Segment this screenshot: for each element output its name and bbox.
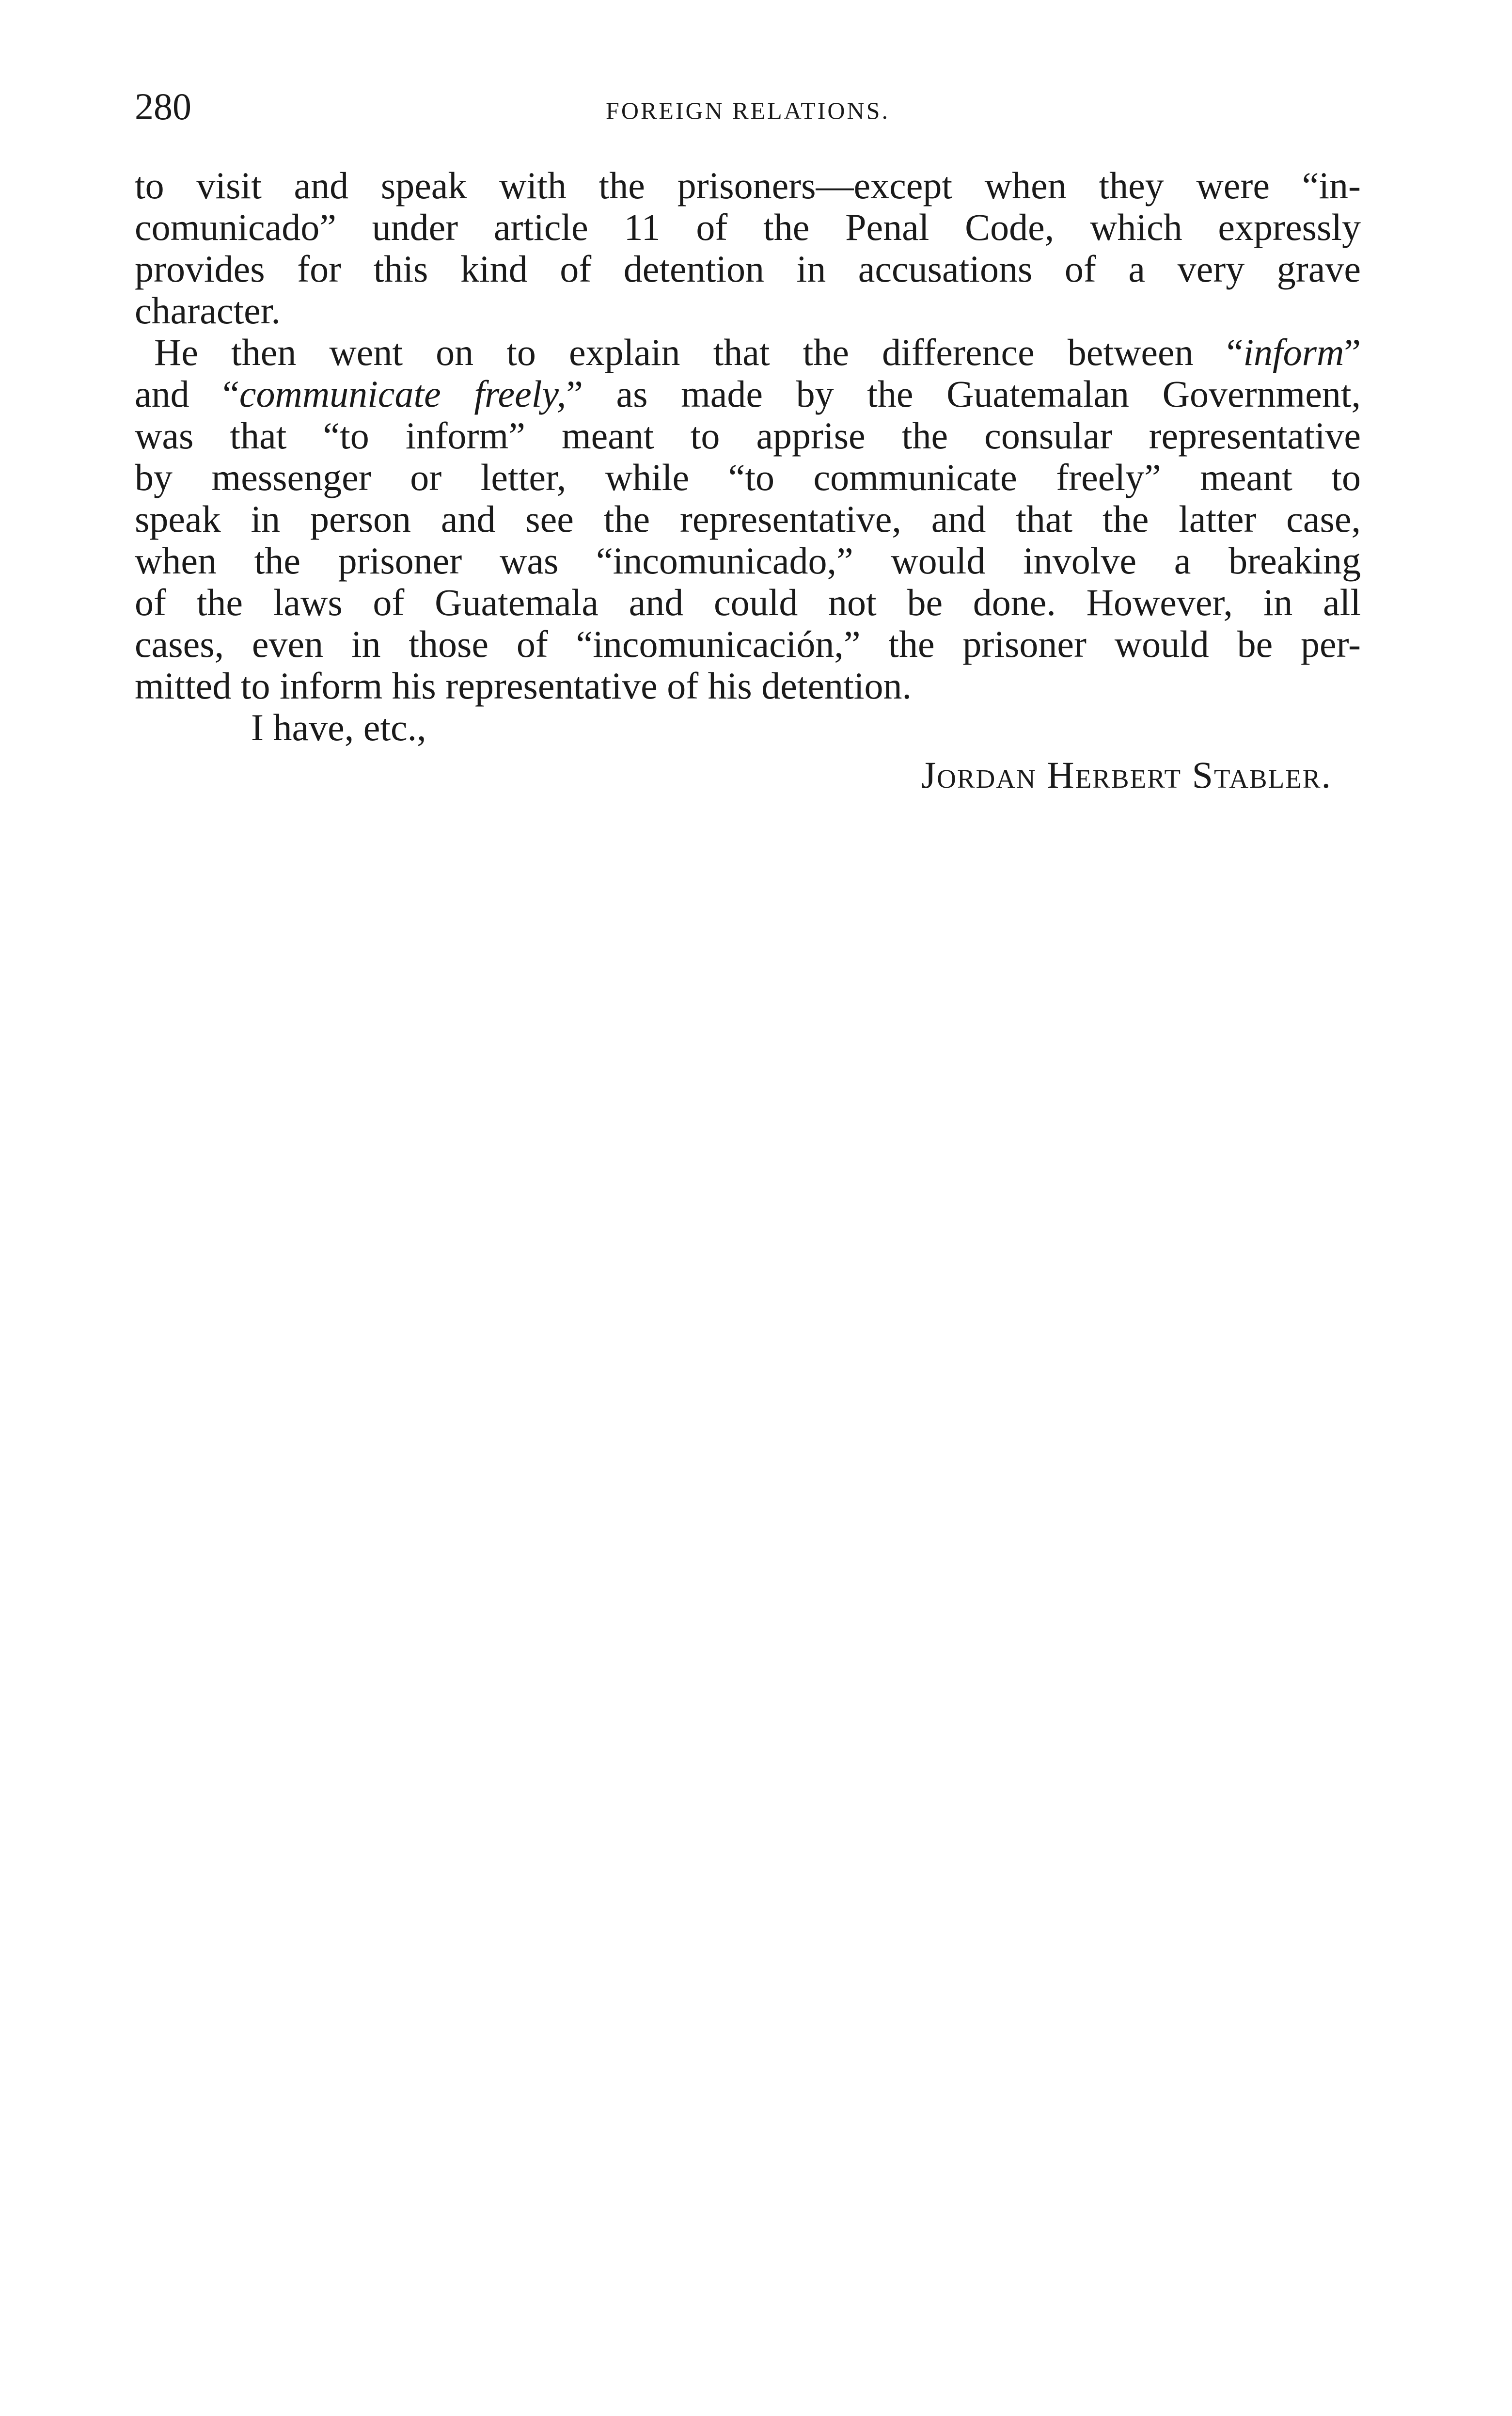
paragraph-continuation [135,165,1361,332]
text-line: comunicado” under article 11 of the Penal Code, which expressly [135,206,1361,248]
text-segment: and “ [135,373,239,415]
text-line: to visit and speak with the prisoners—except when they were “in- [135,164,1361,207]
text-line: when the prisoner was “incomunicado,” would involve a breaking [135,540,1361,582]
closing-line: I have, etc., [251,706,426,748]
text-line: was that “to inform” meant to apprise the consular representative [135,414,1361,457]
text-line: character. [135,289,281,332]
page-number: 280 [135,85,191,127]
text-line: provides for this kind of detention in accusations of a very grave [135,248,1361,290]
text-line: of the laws of Guatemala and could not be done. However, in all [135,581,1361,623]
text-line [135,332,1361,373]
running-head: FOREIGN RELATIONS. [606,97,890,124]
italic-term: communicate freely, [239,373,567,415]
text-line: mitted to inform his representative of his detention. [135,665,912,707]
text-line: speak in person and see the representative, and that the latter case, [135,498,1361,540]
text-line: by messenger or letter, while “to communicate freely” meant to [135,456,1361,498]
page-header [135,82,1361,131]
text-segment: ” [1344,331,1361,373]
italic-term: inform [1243,331,1344,373]
text-segment: He then went on to explain that the difference between “ [154,331,1244,373]
text-line: cases, even in those of “incomunicación,” the prisoner would be per- [135,623,1361,665]
body-text [135,165,1361,796]
text-line [135,373,1361,415]
paragraph-explanation [135,332,1361,707]
text-segment: ” as made by the Guatemalan Government, [566,373,1361,415]
signature: Jordan Herbert Stabler. [921,754,1332,796]
